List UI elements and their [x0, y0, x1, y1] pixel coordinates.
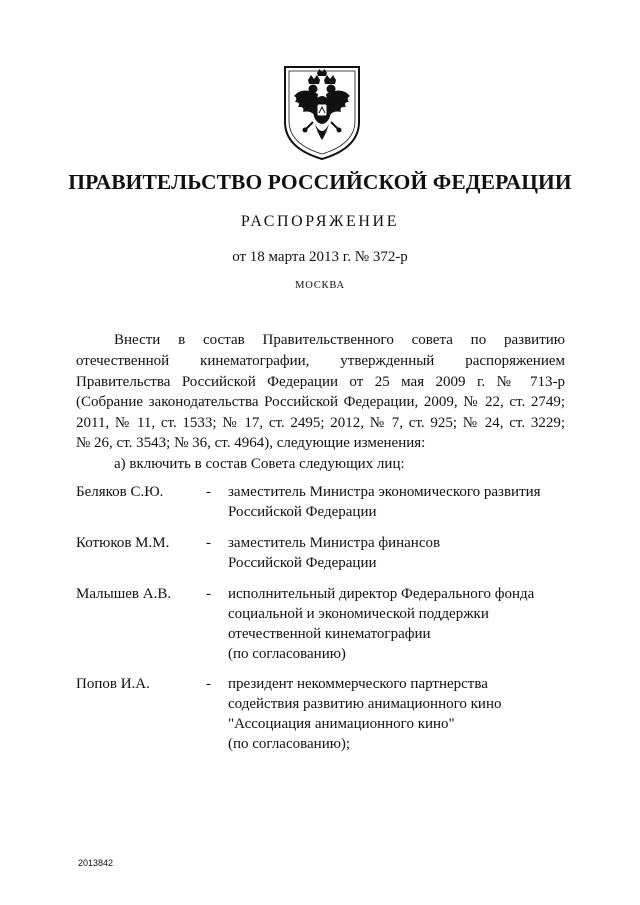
paragraph-line: № 26, ст. 3543; № 36, ст. 4964), следующие изменения: [76, 435, 426, 451]
member-position-line: заместитель Министра финансов [228, 535, 441, 551]
member-position-line: (по согласованию); [228, 736, 351, 752]
paragraph-line: отечественной кинематографии, утвержденный распоряжением [76, 353, 565, 369]
member-position-line: отечественной кинематографии [228, 626, 431, 642]
member-position-line: исполнительный директор Федерального фонда [228, 586, 535, 602]
paragraph-line: Внести в состав Правительственного совета по развитию [114, 332, 565, 348]
paragraph-line: 2011, № 11, ст. 1533; № 17, ст. 2495; 2012, № 7, ст. 925; № 24, ст. 3229; [76, 415, 565, 431]
member-name: Беляков С.Ю. [76, 484, 164, 500]
member-position-line: Российской Федерации [228, 504, 377, 520]
footer-document-code: 2013842 [78, 858, 114, 868]
member-position-line: социальной и экономической поддержки [228, 606, 489, 622]
member-position-line: Российской Федерации [228, 555, 377, 571]
member-position-line: "Ассоциация анимационного кино" [228, 716, 455, 732]
member-position-line: президент некоммерческого партнерства [228, 676, 488, 692]
coat-of-arms-icon [282, 64, 362, 162]
member-name: Малышев А.В. [76, 586, 172, 602]
member-position-line: содействия развитию анимационного кино [228, 696, 502, 712]
member-position-line: заместитель Министра экономического развития [228, 484, 541, 500]
document-city: МОСКВА [295, 280, 345, 291]
member-dash: - [206, 484, 211, 500]
document-type: РАСПОРЯЖЕНИЕ [240, 213, 400, 230]
member-position-line: (по согласованию) [228, 646, 346, 662]
paragraph-line: (Собрание законодательства Российской Федерации, 2009, № 22, ст. 2749; [76, 394, 565, 410]
item-a: а) включить в состав Совета следующих лиц: [114, 456, 405, 472]
paragraph-line: Правительства Российской Федерации от 25 мая 2009 г. № 713-р [76, 374, 565, 390]
member-dash: - [206, 676, 211, 692]
member-name: Попов И.А. [76, 676, 150, 692]
member-name: Котюков М.М. [76, 535, 170, 551]
member-dash: - [206, 535, 211, 551]
document-date-number: от 18 марта 2013 г. № 372-р [232, 249, 408, 265]
member-dash: - [206, 586, 211, 602]
government-title: ПРАВИТЕЛЬСТВО РОССИЙСКОЙ ФЕДЕРАЦИИ [68, 170, 572, 194]
